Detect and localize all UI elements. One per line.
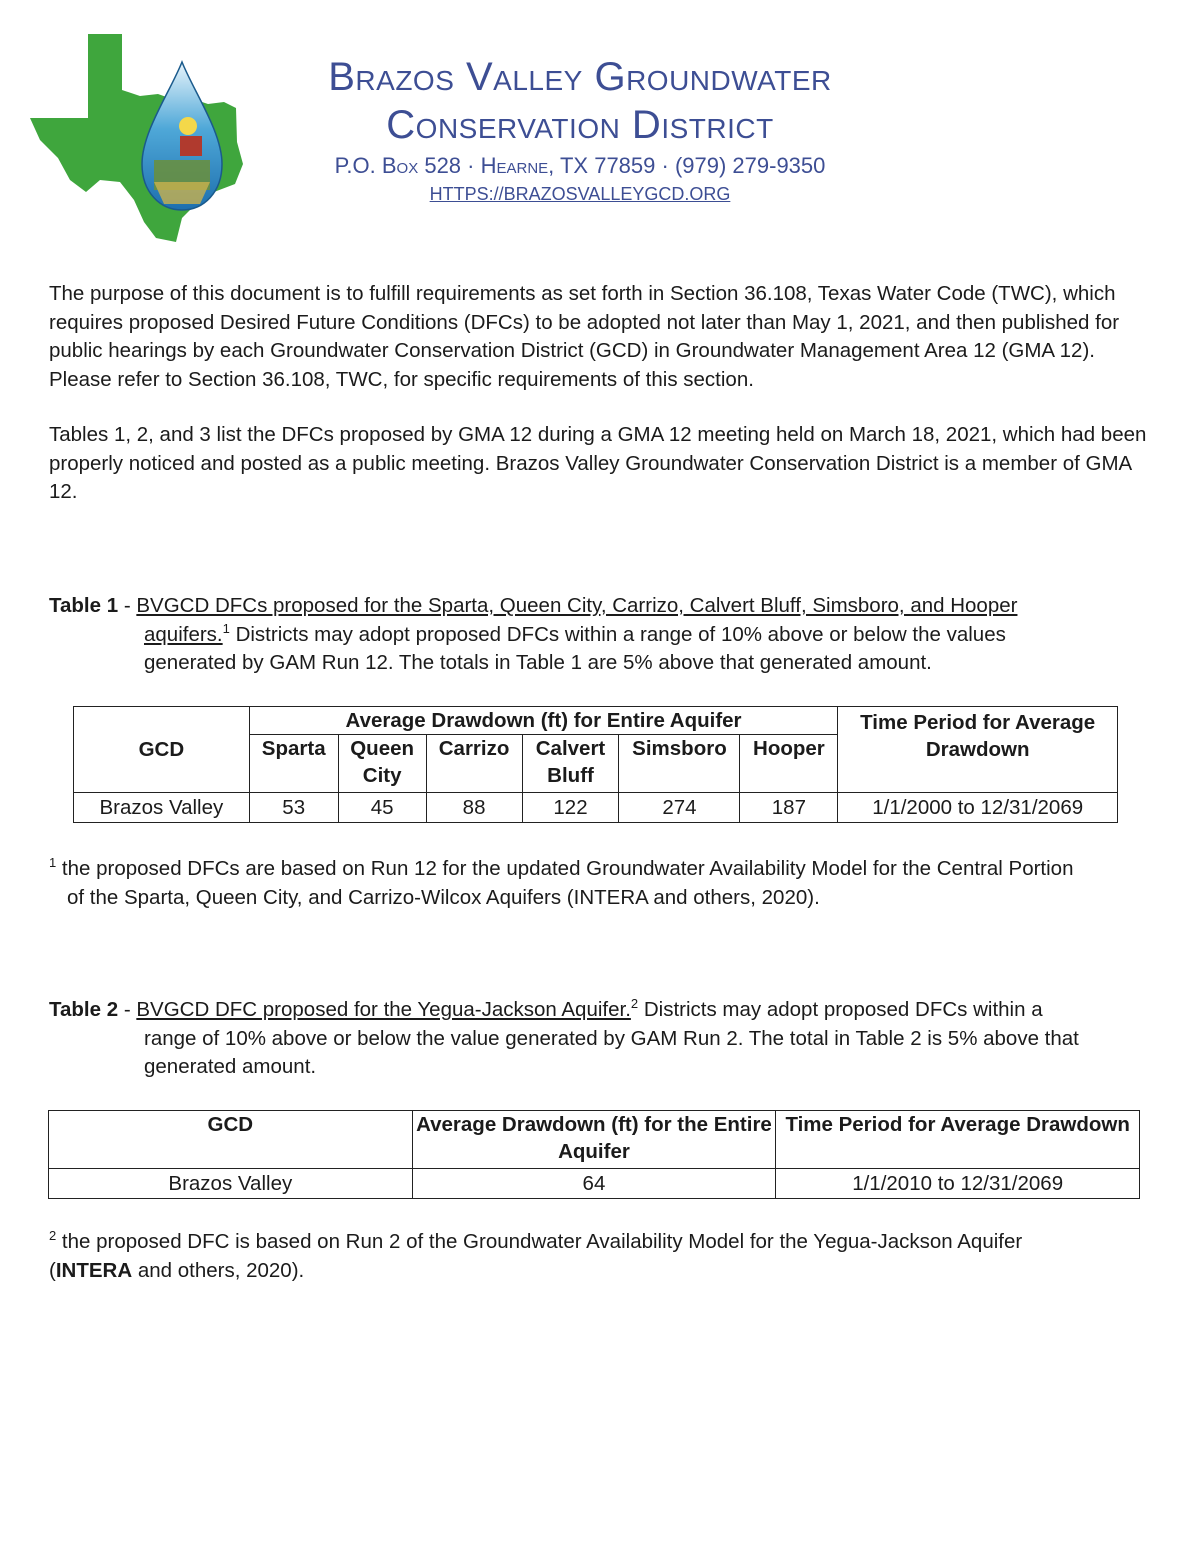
footnote-2-bold: INTERA <box>55 1258 133 1282</box>
table2-desc3: generated amount. <box>144 1055 317 1078</box>
purpose-paragraph: The purpose of this document is to fulfill requirements as set forth in Section 36.108, Texas Water Code (TWC), which requires proposed Desired Future Conditions (DFCs) to be adopted not later than May 1, 2021, and then published for public hearings by each Groundwater Conservation District (GCD) in Groundwater Management Area 12 (GMA 12). Please refer to Section 36.108, TWC, for specific requirements of this section. <box>49 282 1120 391</box>
table1-cell-value: 45 <box>338 793 426 823</box>
table1-label: Table 1 <box>49 594 119 617</box>
table2-cell-period: 1/1/2010 to 12/31/2069 <box>776 1169 1140 1199</box>
org-address: P.O. Box 528 · Hearne, TX 77859 · (979) 279-9350 <box>334 153 826 178</box>
org-name-line2: Conservation District <box>386 103 774 147</box>
table1-sep: - <box>118 594 137 617</box>
table2-footnote-ref: 2 <box>630 996 639 1012</box>
tables-intro-paragraph: Tables 1, 2, and 3 list the DFCs proposed by GMA 12 during a GMA 12 meeting held on March 18, 2021, which had been properly noticed and posted as a public meeting. Brazos Valley Groundwater Conservation District is a member of GMA 12. <box>49 423 1147 503</box>
table1-header-aquifer: Queen City <box>338 735 426 793</box>
district-logo-icon <box>30 32 245 242</box>
table1-header-aquifer: Sparta <box>249 735 338 793</box>
table2-title: BVGCD DFC proposed for the Yegua-Jackson Aquifer. <box>136 998 631 1021</box>
table2-desc2: range of 10% above or below the value generated by GAM Run 2. The total in Table 2 is 5% above that <box>144 1026 1079 1050</box>
table2-sep: - <box>118 998 137 1021</box>
table-row <box>49 1169 1140 1199</box>
org-name-line1: Brazos Valley Groundwater <box>328 55 832 99</box>
table2 <box>48 1110 1140 1199</box>
table1-header-aquifer: Calvert Bluff <box>522 735 619 793</box>
table1-cell-gcd: Brazos Valley <box>74 793 250 823</box>
table2-cell-value: 64 <box>412 1169 776 1199</box>
table1-header-gcd: GCD <box>74 707 250 793</box>
table1-cell-value: 122 <box>522 793 619 823</box>
footnote-2-open-paren: ( <box>49 1258 56 1282</box>
table1-cell-value: 53 <box>249 793 338 823</box>
footnote-2-marker: 2 <box>49 1228 57 1244</box>
table1-header-avg-drawdown: Average Drawdown (ft) for Entire Aquifer <box>249 707 838 735</box>
footnote-2 <box>49 1228 1159 1285</box>
table1-header-time-period: Time Period for Average Drawdown <box>838 707 1118 793</box>
table1 <box>73 706 1118 823</box>
table2-cell-gcd: Brazos Valley <box>49 1169 413 1199</box>
table1-footnote-ref: 1 <box>222 620 230 636</box>
table1-cell-value: 187 <box>740 793 838 823</box>
table1-header-aquifer: Hooper <box>740 735 838 793</box>
table-row <box>74 793 1118 823</box>
footnote-1-line1: the proposed DFCs are based on Run 12 for the updated Groundwater Availability Model for the Central Portion <box>56 857 1074 880</box>
table1-cell-value: 274 <box>619 793 740 823</box>
table1-title-end: aquifers. <box>144 622 223 646</box>
table1-cell-period: 1/1/2000 to 12/31/2069 <box>838 793 1118 823</box>
table2-header-gcd: GCD <box>49 1111 413 1169</box>
table2-header-time-period: Time Period for Average Drawdown <box>776 1111 1140 1169</box>
footnote-1-line2: of the Sparta, Queen City, and Carrizo-Wilcox Aquifers (INTERA and others, 2020). <box>67 885 820 909</box>
footnote-1-marker: 1 <box>49 855 57 871</box>
table1-caption <box>49 592 1159 678</box>
table1-header-aquifer: Carrizo <box>426 735 522 793</box>
table1-title: BVGCD DFCs proposed for the Sparta, Queen City, Carrizo, Calvert Bluff, Simsboro, and Hooper <box>136 594 1018 617</box>
footnote-2-line1: the proposed DFC is based on Run 2 of the Groundwater Availability Model for the Yegua-Jackson Aquifer <box>56 1230 1023 1253</box>
footnote-2-line2: and others, 2020). <box>132 1258 305 1282</box>
table1-cell-value: 88 <box>426 793 522 823</box>
table2-label: Table 2 <box>49 998 119 1021</box>
table2-caption <box>49 996 1159 1082</box>
table2-header-avg-drawdown: Average Drawdown (ft) for the Entire Aquifer <box>412 1111 776 1169</box>
table1-desc: Districts may adopt proposed DFCs within a range of 10% above or below the values <box>229 622 1006 646</box>
table2-desc: Districts may adopt proposed DFCs within a <box>638 998 1043 1021</box>
table1-desc2: generated by GAM Run 12. The totals in Table 1 are 5% above that generated amount. <box>144 651 932 674</box>
footnote-1 <box>49 855 1159 912</box>
org-website-link[interactable]: HTTPS://BRAZOSVALLEYGCD.ORG <box>429 184 731 204</box>
table1-header-aquifer: Simsboro <box>619 735 740 793</box>
